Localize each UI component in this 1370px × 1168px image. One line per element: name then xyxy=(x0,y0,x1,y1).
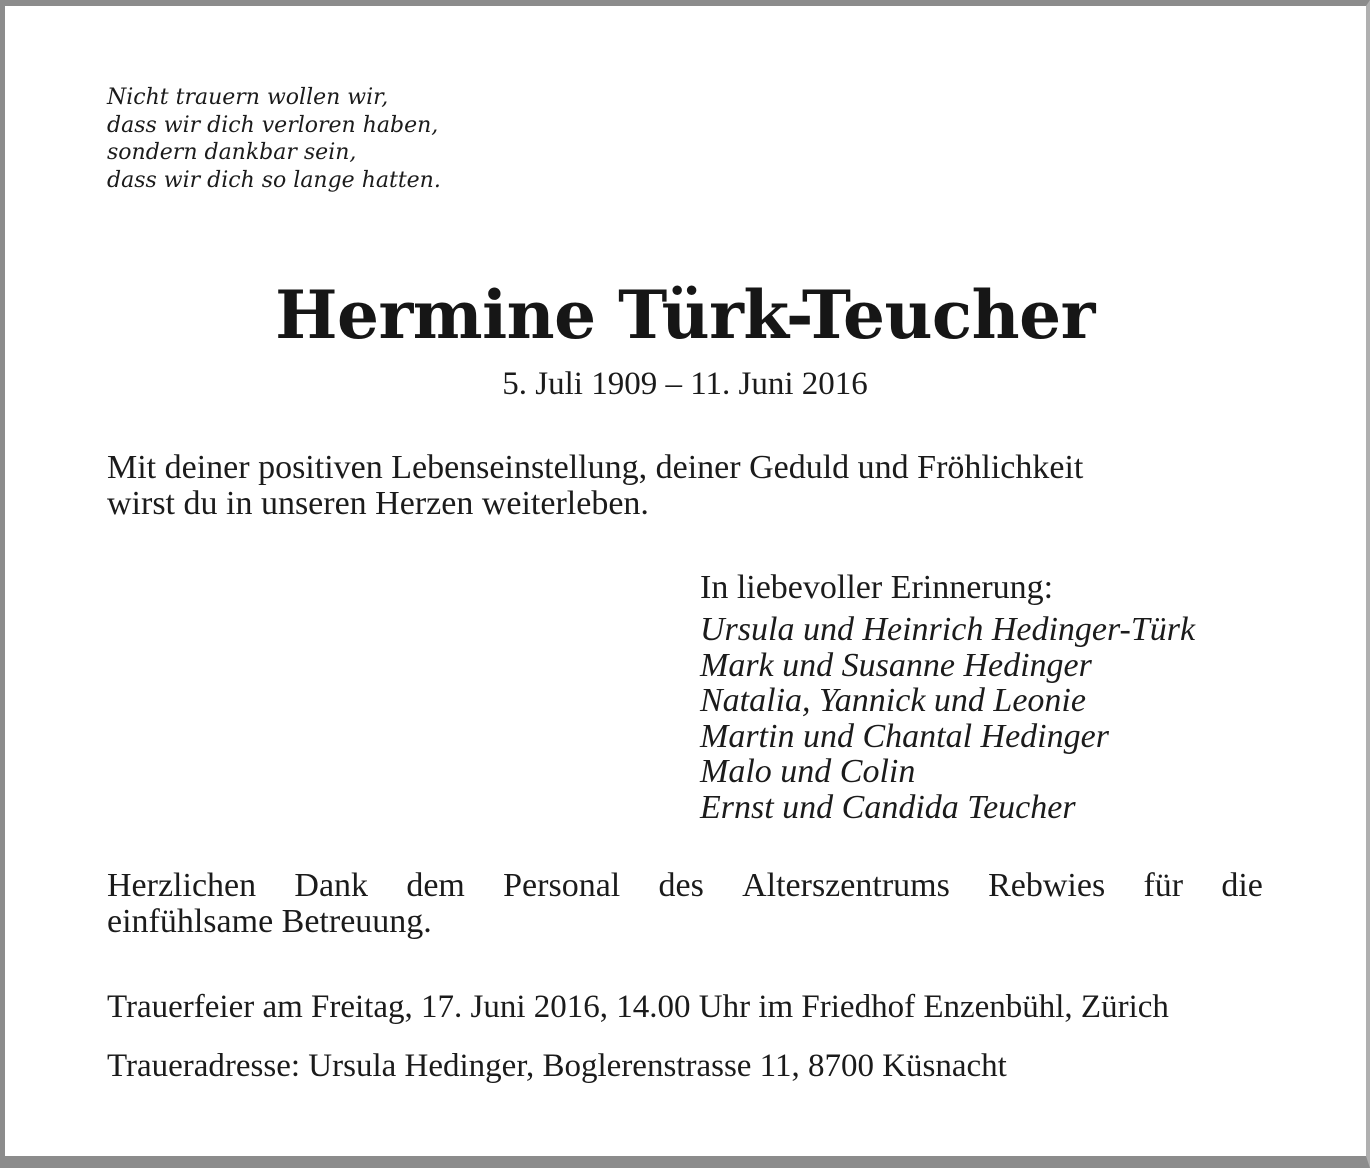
poem-line: dass wir dich so lange hatten. xyxy=(107,167,441,193)
thanks-word: Herzlichen xyxy=(107,867,257,904)
thanks-word: dem xyxy=(406,867,465,904)
tribute-line: Mit deiner positiven Lebenseinstellung, deiner Geduld und Fröhlichkeit xyxy=(107,449,1084,486)
thanks-word: für xyxy=(1143,867,1184,904)
thanks-line-justified xyxy=(107,868,1263,904)
funeral-service-info: Trauerfeier am Freitag, 17. Juni 2016, 14.00 Uhr im Friedhof Enzenbühl, Zürich xyxy=(107,989,1169,1025)
mourning-address: Traueradresse: Ursula Hedinger, Boglerenstrasse 11, 8700 Küsnacht xyxy=(107,1048,1007,1084)
thanks-word: Personal xyxy=(503,867,621,904)
thanks-word: die xyxy=(1221,867,1263,904)
mourner-name: Ernst und Candida Teucher xyxy=(700,788,1076,826)
poem-line: Nicht trauern wollen wir, xyxy=(107,85,389,110)
thanks-word: Rebwies xyxy=(988,867,1106,904)
mourner-name: Ursula und Heinrich Hedinger-Türk xyxy=(700,611,1196,648)
mourner-name: Martin und Chantal Hedinger xyxy=(700,717,1109,755)
tribute-line: wirst du in unseren Herzen weiterleben. xyxy=(107,485,649,522)
thanks-text xyxy=(107,868,1263,940)
thanks-word: Dank xyxy=(294,867,369,904)
mourners-list xyxy=(700,612,1300,825)
life-dates: 5. Juli 1909 – 11. Juni 2016 xyxy=(502,366,868,402)
deceased-name: Hermine Türk-Teucher xyxy=(275,276,1095,354)
thanks-line: einfühlsame Betreuung. xyxy=(107,903,432,940)
memory-section xyxy=(700,568,1300,825)
poem-line: dass wir dich verloren haben, xyxy=(107,112,439,138)
tribute-text xyxy=(107,450,1267,522)
mourner-name: Natalia, Yannick und Leonie xyxy=(700,682,1086,719)
poem-line: sondern dankbar sein, xyxy=(107,140,357,165)
thanks-word: des xyxy=(658,867,704,904)
mourner-name: Malo und Colin xyxy=(700,753,916,790)
thanks-word: Alterszentrums xyxy=(742,867,950,904)
memory-heading: In liebevoller Erinnerung: xyxy=(700,569,1054,606)
mourner-name: Mark und Susanne Hedinger xyxy=(700,646,1092,684)
poem xyxy=(107,84,607,194)
